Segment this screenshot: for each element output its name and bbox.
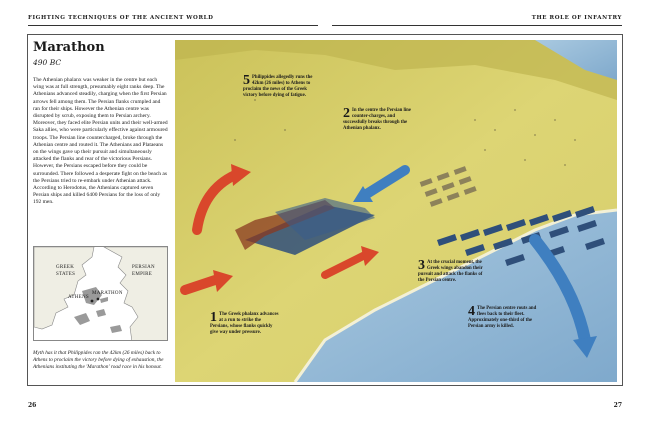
note-number: 1 bbox=[210, 310, 217, 325]
battle-note-3 bbox=[418, 260, 488, 284]
label-empire: EMPIRE bbox=[132, 272, 153, 277]
article-column bbox=[33, 40, 168, 207]
battle-note-5 bbox=[243, 75, 315, 99]
inset-locator-map bbox=[33, 246, 168, 341]
label-persian: PERSIAN bbox=[132, 265, 155, 270]
note-text: At the crucial moment, the Greek wings abandon their pursuit and attack the flanks of the Persian centre. bbox=[418, 260, 483, 283]
note-text: The Persian centre routs and flees back to their fleet. Approximately one-third of the Persian army is killed. bbox=[468, 306, 537, 329]
article-date: 490 BC bbox=[33, 58, 62, 67]
header-rule-left bbox=[28, 25, 318, 26]
note-number: 4 bbox=[468, 304, 475, 319]
battle-map bbox=[175, 40, 617, 382]
note-number: 5 bbox=[243, 73, 250, 88]
article-body: The Athenian phalanx was weaker in the centre but each wing was at full strength, presumably eight ranks deep. The Athenians advanced steadily, charging when the first Persian arrows fell among them. The Persian flanks crumpled and ran for their ships. However the Athenian centre was disrupted by scrub, exposing them to Persian archery. Moreover, they faced elite Persian units and their well-armed Saka allies, who were particularly effective against armoured troops. The Persian line countercharged, broke through the Athenian centre and routed it. The Athenians and Plataeans on the wings gave up their pursuit and simultaneously attacked the flanks and rear of the victorious Persians. However, the Persians escaped before they could be surrounded. There followed a desperate fight on the beach as the Persians tried to re-embark under Athenian attack. According to Herodotus, the Athenians captured seven Persian ships and killed 6400 Persians for the loss of only 192 men. bbox=[33, 77, 168, 206]
figure-caption: Myth has it that Philippides ran the 42km (26 miles) back to Athens to proclaim the victory before dying of exhaustion, the Athenians instituting the 'Marathon' road race in his honour. bbox=[33, 350, 164, 370]
page-number-left: 26 bbox=[28, 402, 37, 409]
article-title: Marathon bbox=[33, 40, 105, 55]
running-head-left: FIGHTING TECHNIQUES OF THE ANCIENT WORLD bbox=[28, 15, 214, 21]
header-rule-right bbox=[332, 25, 622, 26]
label-athens: ATHENS bbox=[68, 295, 89, 300]
battle-note-2 bbox=[343, 108, 415, 132]
note-text: In the centre the Persian line counter-charges, and successfully breaks through the Athenian phalanx. bbox=[343, 108, 411, 131]
note-number: 3 bbox=[418, 258, 425, 273]
note-number: 2 bbox=[343, 106, 350, 121]
running-head-right: THE ROLE OF INFANTRY bbox=[531, 15, 622, 21]
battle-note-1 bbox=[210, 312, 280, 336]
label-states: STATES bbox=[56, 272, 76, 277]
battle-note-4 bbox=[468, 306, 538, 330]
note-text: Philippides allegedly runs the 42km (26 miles) to Athens to proclaim the news of the Greek victory before dying of fatigue. bbox=[243, 75, 313, 98]
page-number-right: 27 bbox=[613, 402, 622, 409]
note-text: The Greek phalanx advances at a run to strike the Persians, whose flanks quickly give way under pressure. bbox=[210, 312, 279, 335]
label-greek: GREEK bbox=[56, 265, 75, 270]
label-marathon: MARATHON bbox=[92, 291, 123, 296]
